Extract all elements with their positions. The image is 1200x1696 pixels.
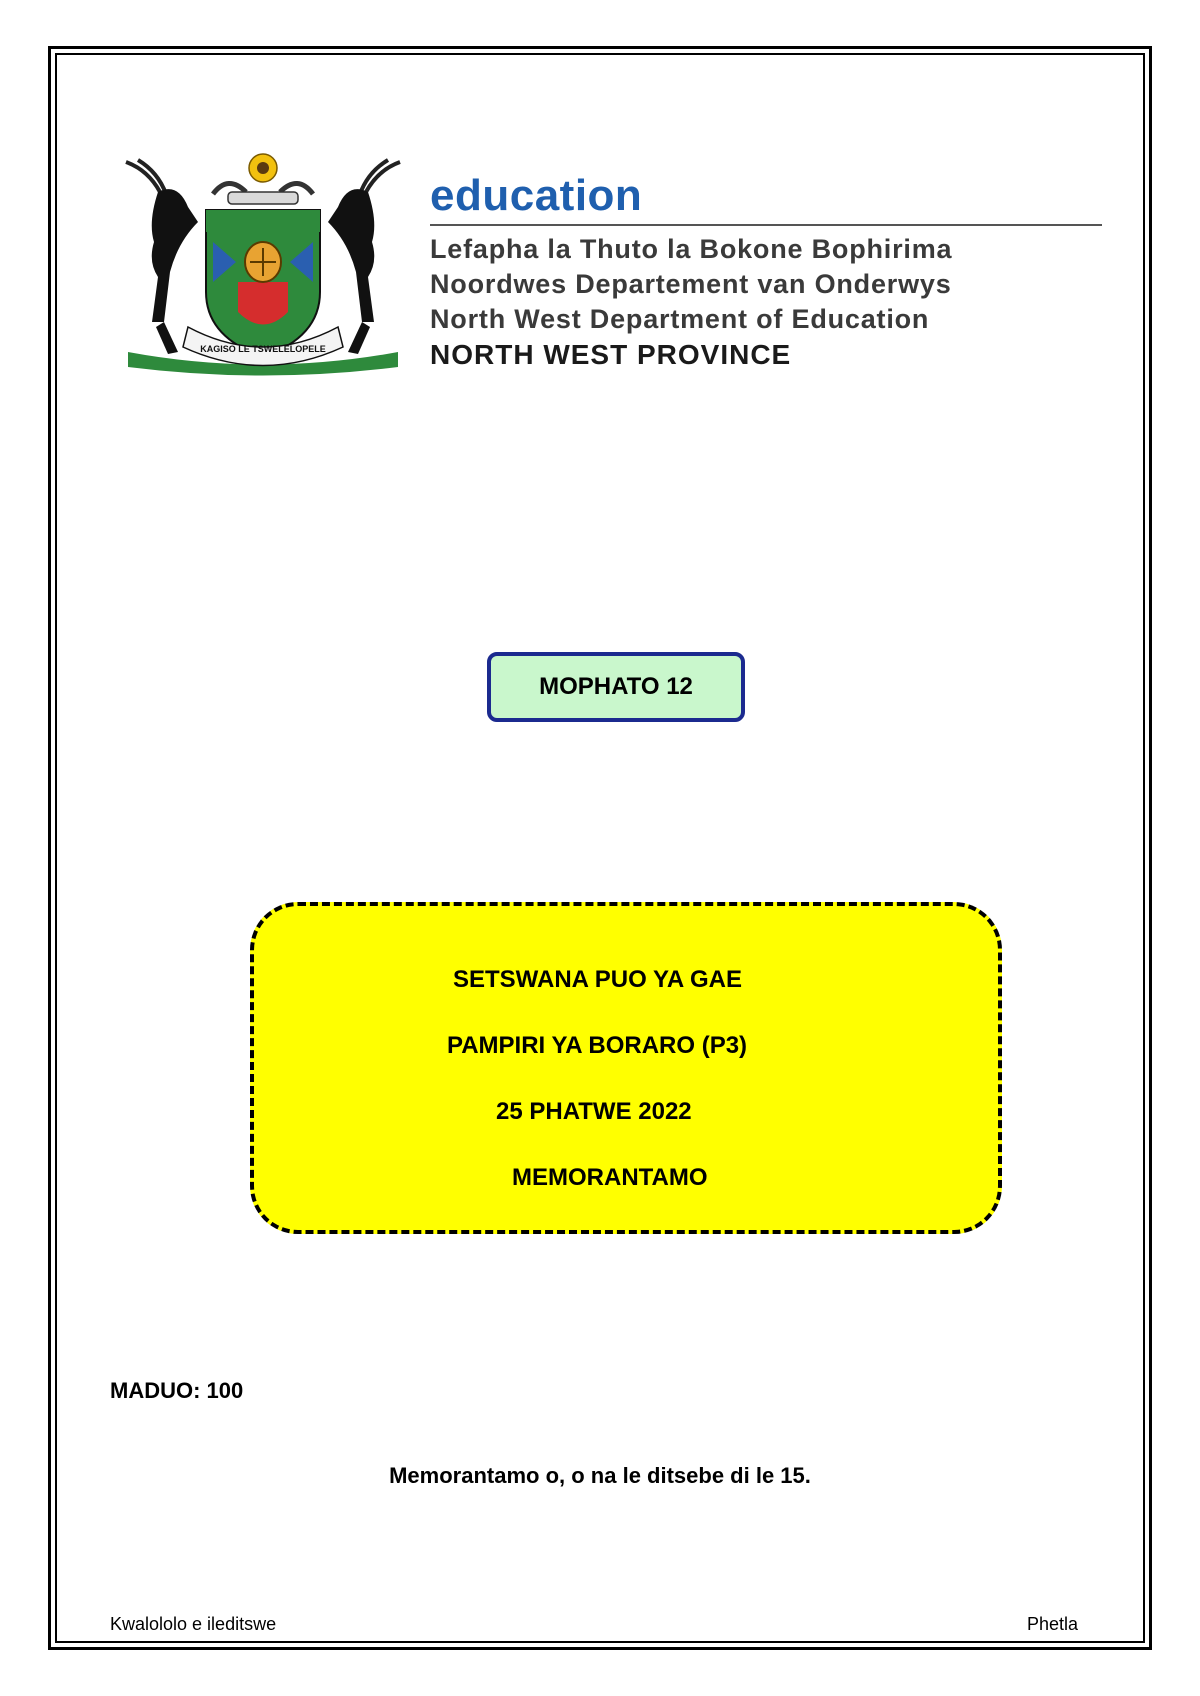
footer-copyright: Kwalololo e ileditswe <box>110 1614 277 1634</box>
exam-title-box <box>250 902 1002 1234</box>
footer-turn-over: Phetla <box>1026 1614 1078 1634</box>
subject-title: SETSWANA PUO YA GAE <box>453 966 742 993</box>
exam-date: 25 PHATWE 2022 <box>496 1098 692 1125</box>
department-name-english: North West Department of Education <box>430 304 930 334</box>
paper-title: PAMPIRI YA BORARO (P3) <box>447 1032 748 1059</box>
total-marks: MADUO: 100 <box>110 1378 244 1403</box>
logo-wordmark: education <box>430 171 643 220</box>
document-type: MEMORANTAMO <box>512 1164 708 1191</box>
coat-of-arms-logo <box>118 152 408 382</box>
grade-label: MOPHATO 12 <box>539 673 693 700</box>
department-name-afrikaans: Noordwes Departement van Onderwys <box>430 269 952 299</box>
crest-motto: KAGISO LE TSWELELOPELE <box>200 344 326 354</box>
logo-divider <box>430 224 1102 226</box>
grade-box <box>487 652 745 722</box>
right-antelope-supporter <box>328 160 400 354</box>
left-antelope-supporter <box>126 160 198 354</box>
shield-icon <box>206 210 320 357</box>
department-name-setswana: Lefapha la Thuto la Bokone Bophirima <box>430 234 953 264</box>
department-logo-block <box>430 170 1102 372</box>
page-count-note: Memorantamo o, o na le ditsebe di le 15. <box>389 1463 811 1488</box>
sunflower-icon <box>249 154 277 182</box>
province-name: NORTH WEST PROVINCE <box>430 339 792 370</box>
